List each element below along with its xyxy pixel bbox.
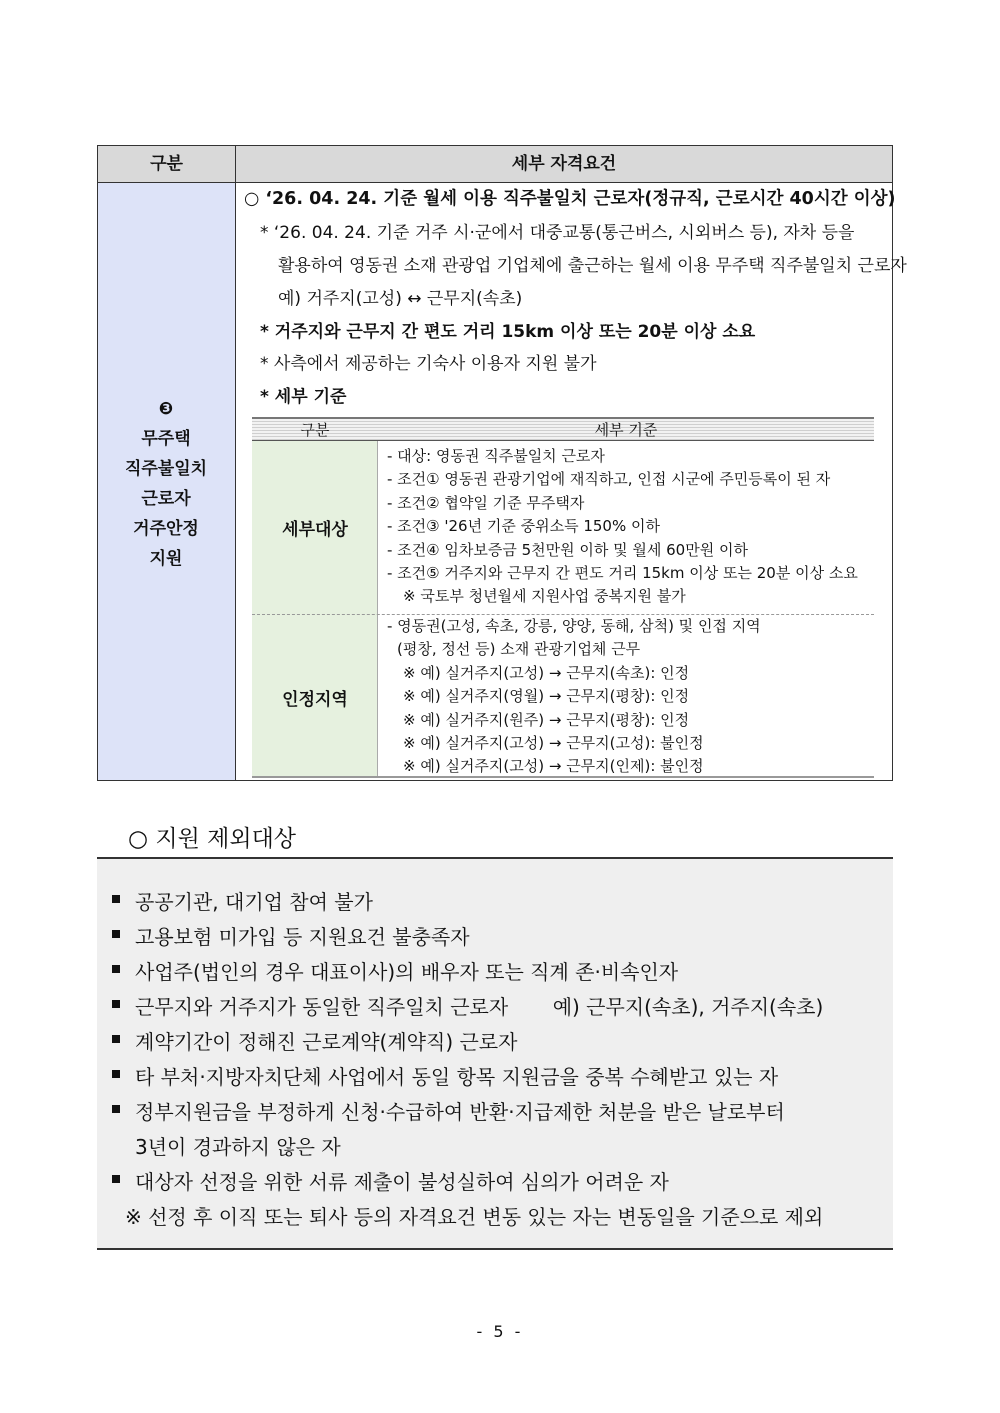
detail-line: - 영동권(고성, 속초, 강릉, 양양, 동해, 삼척) 및 인접 지역 (387, 617, 761, 635)
category-cell (98, 183, 236, 780)
requirement-note: * ‘26. 04. 24. 기준 거주 시·군에서 대중교통(통근버스, 시외버스 등), 자차 등을 (260, 223, 855, 243)
requirement-distance: * 거주지와 근무지 간 편도 거리 15km 이상 또는 20분 이상 소요 (260, 322, 756, 342)
requirement-example: 예) 거주지(고성) ↔ 근무지(속초) (278, 289, 523, 309)
category-line: 거주안정 (133, 519, 199, 539)
requirement-main: ○ ‘26. 04. 24. 기준 월세 이용 직주불일치 근로자(정규직, 근로시간 40시간 이상) (244, 189, 896, 209)
header-requirements: 세부 자격요건 (511, 154, 617, 174)
detail-row2-label: 인정지역 (282, 690, 348, 710)
category-line: 근로자 (141, 489, 191, 509)
detail-line: ※ 예) 실거주지(원주) → 근무지(평창): 인정 (403, 710, 690, 729)
detail-line: - 조건② 협약일 기준 무주택자 (387, 493, 585, 512)
category-label (98, 394, 234, 574)
exclusion-item-continuation: 3년이 경과하지 않은 자 (135, 1135, 341, 1159)
requirement-detail-title: * 세부 기준 (260, 387, 347, 407)
detail-line: (평창, 정선 등) 소재 관광기업체 근무 (397, 640, 641, 659)
square-bullet-icon (112, 1035, 120, 1043)
page-number: - 5 - (476, 1322, 524, 1341)
detail-line: ※ 예) 실거주지(고성) → 근무지(속초): 인정 (403, 663, 690, 682)
detail-line: - 대상: 영동권 직주불일치 근로자 (387, 447, 605, 465)
category-number: ❸ (158, 399, 174, 419)
square-bullet-icon (112, 1000, 120, 1008)
detail-table-bottom-rule (252, 776, 874, 778)
detail-header-category: 구분 (300, 421, 330, 439)
exclusion-box: 공공기관, 대기업 참여 불가 고용보험 미가입 등 지원요건 불충족자 사업주(법인의 경우 대표이사)의 배우자 또는 직계 존·비속인자 근무지와 거주지가 동일한 직주일치 근로자 예) 근무지(속초), 거주지(속초) 계약기간이 정해진 근로계약(계약직) 근로자 타 부처·지방자치단체 사업에서 동일 항목 지원금을 중복 수혜받고 있는 자 정부지원금을 부정하게 신청·수급하여 반환·지급제한 처분을 받은 날로부터 3년이 경과하지 않은 자 대상자 선정을 위한 서류 제출이 불성실하여 심의가 어려운 자 ※ 선정 후 이직 또는 퇴사 등의 자격요건 변동 있는 자는 변동일을 기준으로 제외 (97, 857, 893, 1250)
category-line: 지원 (149, 549, 183, 569)
detail-row1-label: 세부대상 (282, 520, 348, 540)
exclusion-title: ○ 지원 제외대상 (128, 826, 296, 852)
detail-line: - 조건③ '26년 기준 중위소득 150% 이하 (387, 517, 660, 536)
detail-criteria-table (252, 417, 874, 778)
category-line: 무주택 (141, 429, 191, 449)
header-category: 구분 (98, 146, 236, 182)
detail-table-header (252, 417, 874, 441)
requirement-note-cont: 활용하여 영동권 소재 관광업 기업체에 출근하는 월세 이용 무주택 직주불일치 근로자 (278, 256, 907, 276)
detail-row2-text (387, 615, 761, 779)
detail-line: - 조건④ 임차보증금 5천만원 이하 및 월세 60만원 이하 (387, 540, 748, 559)
exclusion-note: ※ 선정 후 이직 또는 퇴사 등의 자격요건 변동 있는 자는 변동일을 기준으로 제외 (125, 1205, 824, 1229)
square-bullet-icon (112, 930, 120, 938)
detail-line: ※ 국토부 청년월세 지원사업 중복지원 불가 (403, 587, 686, 606)
detail-line: - 조건① 영동권 관광기업에 재직하고, 인접 시군에 주민등록이 된 자 (387, 470, 831, 489)
detail-line: - 조건⑤ 거주지와 근무지 간 편도 거리 15km 이상 또는 20분 이상 소요 (387, 564, 858, 583)
requirement-dormitory: * 사측에서 제공하는 기숙사 이용자 지원 불가 (260, 354, 597, 374)
table-header-row (98, 146, 892, 183)
square-bullet-icon (112, 965, 120, 973)
detail-line: ※ 예) 실거주지(고성) → 근무지(고성): 불인정 (403, 734, 704, 753)
eligibility-table (97, 145, 907, 781)
square-bullet-icon (112, 1105, 120, 1113)
detail-row1-text (387, 445, 858, 609)
detail-line: ※ 예) 실거주지(고성) → 근무지(인제): 불인정 (403, 757, 704, 776)
detail-header-criteria: 세부 기준 (594, 421, 658, 439)
category-line: 직주불일치 (124, 459, 208, 479)
square-bullet-icon (112, 895, 120, 903)
detail-line: ※ 예) 실거주지(영월) → 근무지(평창): 인정 (403, 687, 690, 706)
square-bullet-icon (112, 1175, 120, 1183)
square-bullet-icon (112, 1070, 120, 1078)
